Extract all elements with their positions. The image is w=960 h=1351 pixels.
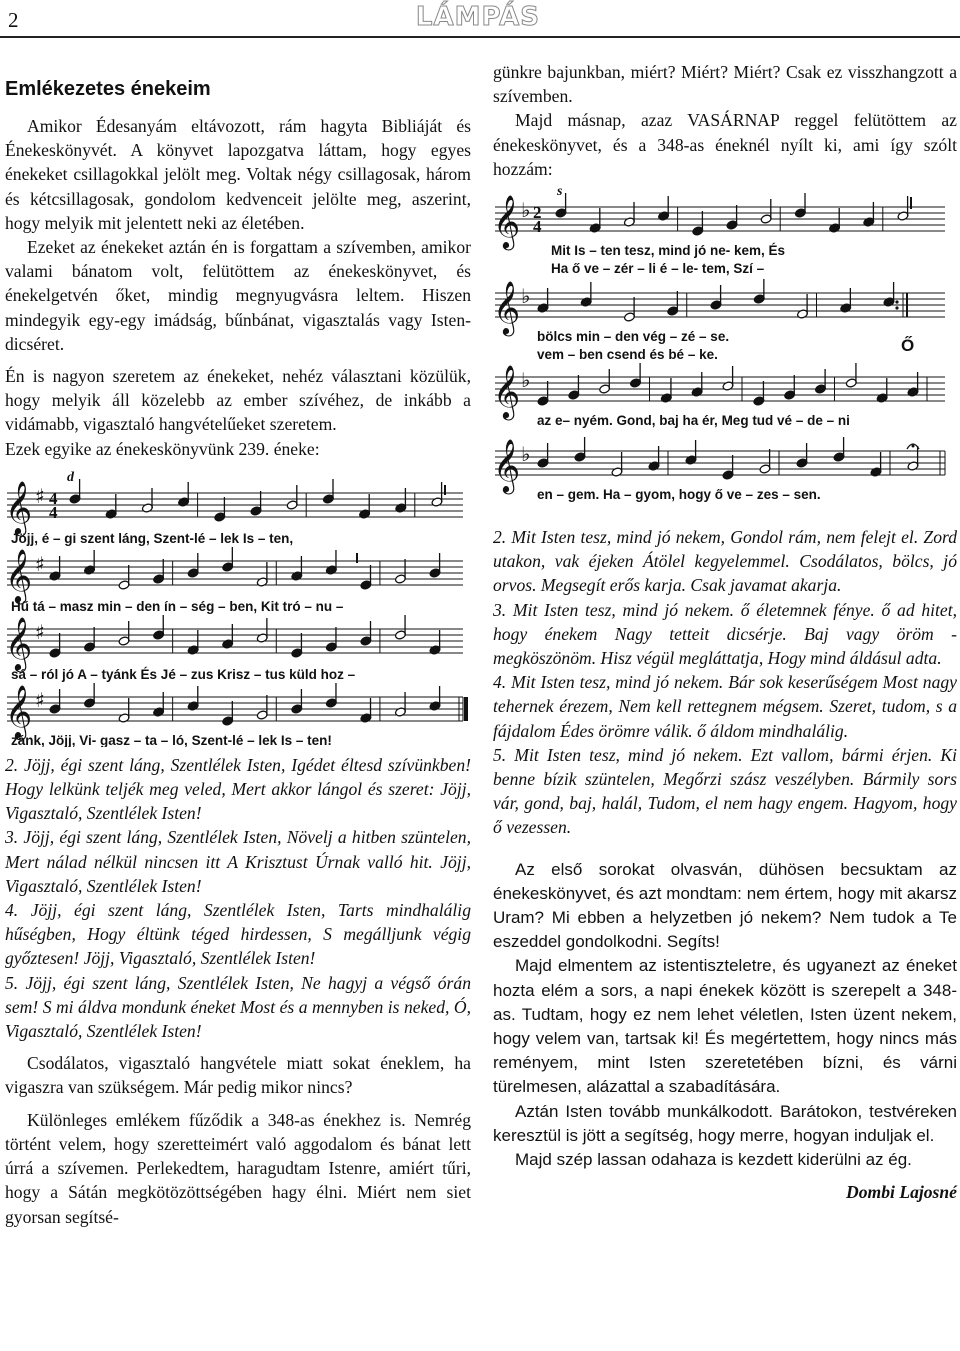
paragraph: Az első sorokat olvasván, dühösen becsuktam az énekeskönyvet, és azt mondtam: nem értem, hogy mit akarsz Uram? Mi ebben a helyzetben jó nekem? Nem tudok a Te eszeddel gondolkodni. Segíts! [493,859,957,952]
svg-text:𝄞: 𝄞 [493,438,521,493]
refrain-mark: Ő [901,336,915,356]
verse: 4. Jöjj, égi szent láng, Szentlélek Isten, Tarts mindhalálig hűségben, Hogy éltünk téged hirdessen, S megálljunk végig győztesen! Jöjj, Vigasztaló, Szentlélek Isten! [5,900,471,969]
svg-text:4: 4 [49,488,58,508]
paragraph: Ezek egyike az énekeskönyvünk 239. éneke: [5,438,320,459]
lyric-line: bölcs min – den vég – zé – se. [537,329,730,345]
lyric-line: az e– nyém. Gond, baj ha ér, Meg tud vé – de – ni [537,413,850,429]
verse: 3. Mit Isten tesz, mind jó nekem. ő életemnek fénye. ő ad hitet, hogy énekem Nagy tetteit dicsérje. Baj vagy öröm - megköszönöm. Hisz végül megláttatja, Hogy mind áldásul adta. [493,599,957,669]
verse: 5. Mit Isten tesz, mind jó nekem. Ezt vallom, bármi érjen. Ki benne bízik szüntelen, Megőrzi szász veszélyben. Bármily sors vár, gond, baj, halál, Tudom, el nem hagy engem. Hagyom, hogy ő vezessen. [493,744,957,838]
lyric-line: en – gem. Ha – gyom, hogy ő ve – zes – sen. [537,487,821,503]
masthead: LÁMPÁS [415,2,540,32]
paragraph: Majd elmentem az istentiszteletre, és ugyanezt az éneket hozta elém a sors, a napi énekek között is szerepelt a 348-as. Tudtam, hogy ez nem lehet véletlen, Isten üzent nekem, hogy velem van, tartsak ki! És megértettem, hogy nincs más reményem, mint Isten szeretetében bízni, és várni türelmesen, alázattal a szabadítására. [493,956,957,1097]
verse: 5. Jöjj, égi szent láng, Szentlélek Isten, Ne hagyj a végső órán sem! S mi áldva mondunk éneket Most és a mennyben is neked, Ó, Vigasztaló, Szentlélek Isten! [5,972,471,1042]
page-number: 2 [8,8,19,32]
lyric-line: sá – ról jó A – tyánk És Jé – zus Krisz – tus küld hoz – [11,666,356,682]
svg-text:♭: ♭ [521,442,531,467]
lyric-line: vem – ben csend és bé – ke. [537,347,718,363]
svg-text:4: 4 [49,502,58,522]
svg-text:♯: ♯ [35,619,45,644]
lyric-line: Jöjj, é – gi szent láng, Szent-lé – lek Is – ten, [11,530,294,546]
svg-text:2: 2 [533,203,542,223]
lyric-line: Mit Is – ten tesz, mind jó ne- kem, És [551,243,786,259]
hymn-239-score [5,465,471,747]
paragraph: Majd másnap, azaz VASÁRNAP reggel felütöttem az énekeskönyvet, és a 348-as éneknél nyílt ki, ami így szólt hozzám: [493,110,957,179]
svg-text:𝄞: 𝄞 [493,280,521,335]
svg-text:♯: ♯ [35,483,45,508]
svg-text:𝄞: 𝄞 [493,194,521,249]
svg-text:♭: ♭ [521,198,531,223]
paragraph: Majd szép lassan odahaza is kezdett kiderülni az ég. [515,1150,912,1170]
lyric-line: zánk, Jöjj, Vi- gasz – ta – ló, Szent-lé – lek Is – ten! [11,732,332,747]
verse: 2. Mit Isten tesz, mind jó nekem, Gondol rám, nem felejt el. Zord utakon, vak éjeken Átölel kegyelemmel. Csodálatos, bölcs, jó orvos. Megsegít erős karja. Csak javamat akarja. [493,527,957,596]
svg-text:♭: ♭ [521,368,531,393]
svg-text:♯: ♯ [35,687,45,712]
svg-text:4: 4 [533,217,542,237]
lyric-line: Hű tá – masz min – den ín – ség – ben, Kit tró – nu – [11,598,344,614]
paragraph: günkre bajunkban, miért? Miért? Miért? Csak ez visszhangzott a szívemben. [493,62,957,107]
hymn-mark: d [67,469,74,485]
hymn-mark: s [557,185,563,200]
paragraph: Különleges emlékem fűződik a 348-as énekhez is. Nemrég történt velem, hogy szeretteimért való aggodalom és bánat lett úrrá a szívemen. Perlekedtem, haragudtam Istenre, amiért tűri, hogy a Sátán megkötözöttségében hagy élni. Miért nem siet gyorsan segítsé- [5,1109,471,1227]
author-signature: Dombi Lajosné [846,1182,957,1203]
verse: 4. Mit Isten tesz, mind jó nekem. Bár sok keserűségem Most nagy tehernek érezem, Nem kell rettegnem mégsem. Szeret, tudom, s a fájdalom Édes örömre válik. ő áldom mindhalálig. [493,672,957,741]
right-column [493,60,957,1205]
left-column [5,60,471,1229]
paragraph: Amikor Édesanyám eltávozott, rám hagyta Bibliáját és Énekeskönyvét. A könyvet lapozgatva láttam, hogy egyes énekeket csillagokkal jelölt meg. Voltak négy csillagosak, három és kétcsillagosak, gondolom kedvenceit jelölte meg, aszerint, hogy melyik mit jelentett neki az életében. [5,116,471,233]
lyric-line: Ha ő ve – zér – li é – le- tem, Szí – [551,261,765,277]
article-title: Emlékezetes énekeim [5,78,211,100]
svg-text:𝄞: 𝄞 [5,479,33,534]
svg-text:𝄞: 𝄞 [5,683,33,738]
verse: 2. Jöjj, égi szent láng, Szentlélek Isten, Igédet éltesd szívünkben! Hogy lelkünk teljék meg veled, Mert akkor lángol és szeret: Jöjj, Vigasztaló, Szentlélek Isten! [5,754,471,824]
svg-text:♯: ♯ [35,551,45,576]
paragraph: Aztán Isten tovább munkálkodott. Barátokon, testvéreken keresztül is jött a segítség, hogy merre, hogyan induljak el. [493,1101,957,1145]
svg-text:♭: ♭ [521,284,531,309]
paragraph: Ezeket az énekeket aztán én is forgattam a szívemben, amikor valami bánatom volt, felütöttem az énekeskönyvet, és énekelgetvén őket, mindig megnyugvásra leltem. Hiszen mindegyik egy-egy imádság, bűnbánat, vigasztalás vagy Isten-dicséret. [5,237,471,354]
svg-text:𝄞: 𝄞 [5,547,33,602]
verse: 3. Jöjj, égi szent láng, Szentlélek Isten, Növelj a hitben szüntelen, Mert nálad nélkül nincsen itt A Krisztust Úrnak valló hit. Jöjj, Vigasztaló, Szentlélek Isten! [5,827,471,896]
svg-text:𝄞: 𝄞 [493,364,521,419]
paragraph: Én is nagyon szeretem az énekeket, nehéz választani közülük, hogy melyik áll közelebb az ember szívéhez, de inkább a vidámabb, vigasztaló hangvételűeket szeretem. [5,366,471,435]
hymn-348-score [493,185,957,519]
header-rule [0,36,960,38]
paragraph: Csodálatos, vigasztaló hangvétele miatt sokat éneklem, ha vigaszra van szükségem. Már pedig mikor nincs? [5,1053,471,1098]
svg-text:𝄞: 𝄞 [5,615,33,670]
